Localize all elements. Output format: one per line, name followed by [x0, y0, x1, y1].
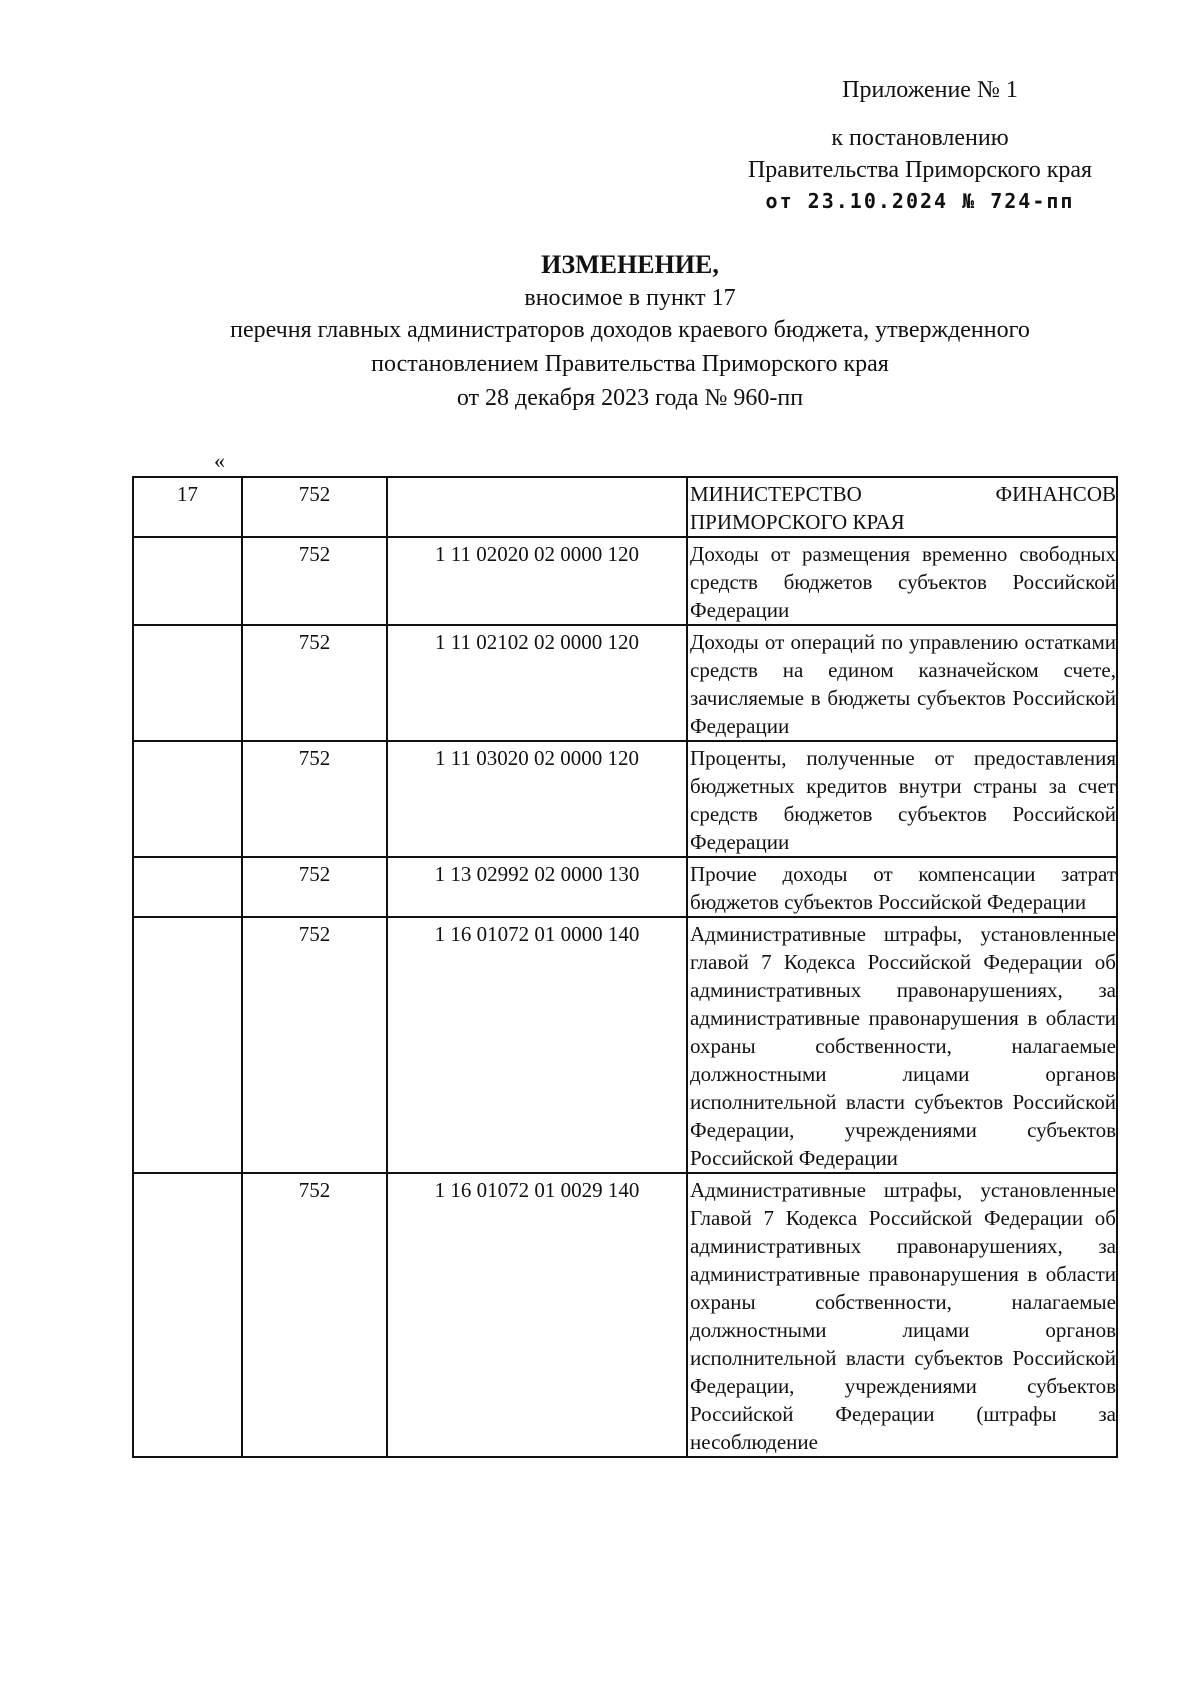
revenue-administrators-table [132, 476, 1118, 1458]
table-row [133, 625, 1117, 741]
table-row [133, 917, 1117, 1173]
revenue-code-cell: 1 13 02992 02 0000 130 [387, 857, 687, 917]
revenue-code-cell: 1 11 02020 02 0000 120 [387, 537, 687, 625]
revenue-code-cell: 1 16 01072 01 0000 140 [387, 917, 687, 1173]
revenue-code-cell: 1 11 03020 02 0000 120 [387, 741, 687, 857]
appendix-title: Приложение № 1 [842, 77, 1018, 103]
appendix-government: Правительства Приморского края [747, 157, 1093, 183]
item-number-cell [133, 741, 242, 857]
administrator-code-cell: 752 [242, 537, 387, 625]
document-subtitle-line-1: вносимое в пункт 17 [524, 285, 736, 311]
table-row [133, 857, 1117, 917]
revenue-name-cell: Административные штрафы, установленные Главой 7 Кодекса Российской Федерации об административных правонарушениях, за административные правонарушения в области охраны собственности, налагаемые должностными лицами органов исполнительной власти субъектов Российской Федерации, учреждениями субъектов Российской Федерации (штрафы за несоблюдение [687, 1173, 1117, 1457]
revenue-name-cell: Административные штрафы, установленные главой 7 Кодекса Российской Федерации об административных правонарушениях, за административные правонарушения в области охраны собственности, налагаемые должностными лицами органов исполнительной власти субъектов Российской Федерации, учреждениями субъектов Российской Федерации [687, 917, 1117, 1173]
document-title: ИЗМЕНЕНИЕ, [541, 250, 719, 279]
item-number-cell [133, 537, 242, 625]
administrator-code-cell: 752 [242, 857, 387, 917]
item-number-cell [133, 1173, 242, 1457]
item-number-cell: 17 [133, 477, 242, 537]
document-subtitle-line-3: постановлением Правительства Приморского края [371, 351, 889, 377]
revenue-code-cell [387, 477, 687, 537]
appendix-date-number: от 23.10.2024 № 724-пп [765, 189, 1075, 213]
document-subtitle-line-2: перечня главных администраторов доходов краевого бюджета, утвержденного [230, 317, 1030, 343]
revenue-name-cell: Проценты, полученные от предоставления бюджетных кредитов внутри страны за счет средств бюджетов субъектов Российской Федерации [687, 741, 1117, 857]
table-row [133, 1173, 1117, 1457]
item-number-cell [133, 857, 242, 917]
opening-quote-mark: « [214, 448, 225, 473]
administrator-code-cell: 752 [242, 625, 387, 741]
table-row [133, 741, 1117, 857]
revenue-code-cell: 1 11 02102 02 0000 120 [387, 625, 687, 741]
item-number-cell [133, 625, 242, 741]
administrator-code-cell: 752 [242, 477, 387, 537]
revenue-code-cell: 1 16 01072 01 0029 140 [387, 1173, 687, 1457]
table-row [133, 537, 1117, 625]
administrator-code-cell: 752 [242, 741, 387, 857]
revenue-name-cell: Доходы от операций по управлению остатками средств на едином казначейском счете, зачисляемые в бюджеты субъектов Российской Федерации [687, 625, 1117, 741]
revenue-name-cell: МИНИСТЕРСТВО ФИНАНСОВ ПРИМОРСКОГО КРАЯ [687, 477, 1117, 537]
administrator-code-cell: 752 [242, 917, 387, 1173]
revenue-name-cell: Прочие доходы от компенсации затрат бюджетов субъектов Российской Федерации [687, 857, 1117, 917]
document-subtitle-line-4: от 28 декабря 2023 года № 960-пп [456, 385, 804, 411]
revenue-name-cell: Доходы от размещения временно свободных средств бюджетов субъектов Российской Федерации [687, 537, 1117, 625]
table-row [133, 477, 1117, 537]
administrator-code-cell: 752 [242, 1173, 387, 1457]
appendix-to-resolution: к постановлению [831, 125, 1009, 151]
item-number-cell [133, 917, 242, 1173]
